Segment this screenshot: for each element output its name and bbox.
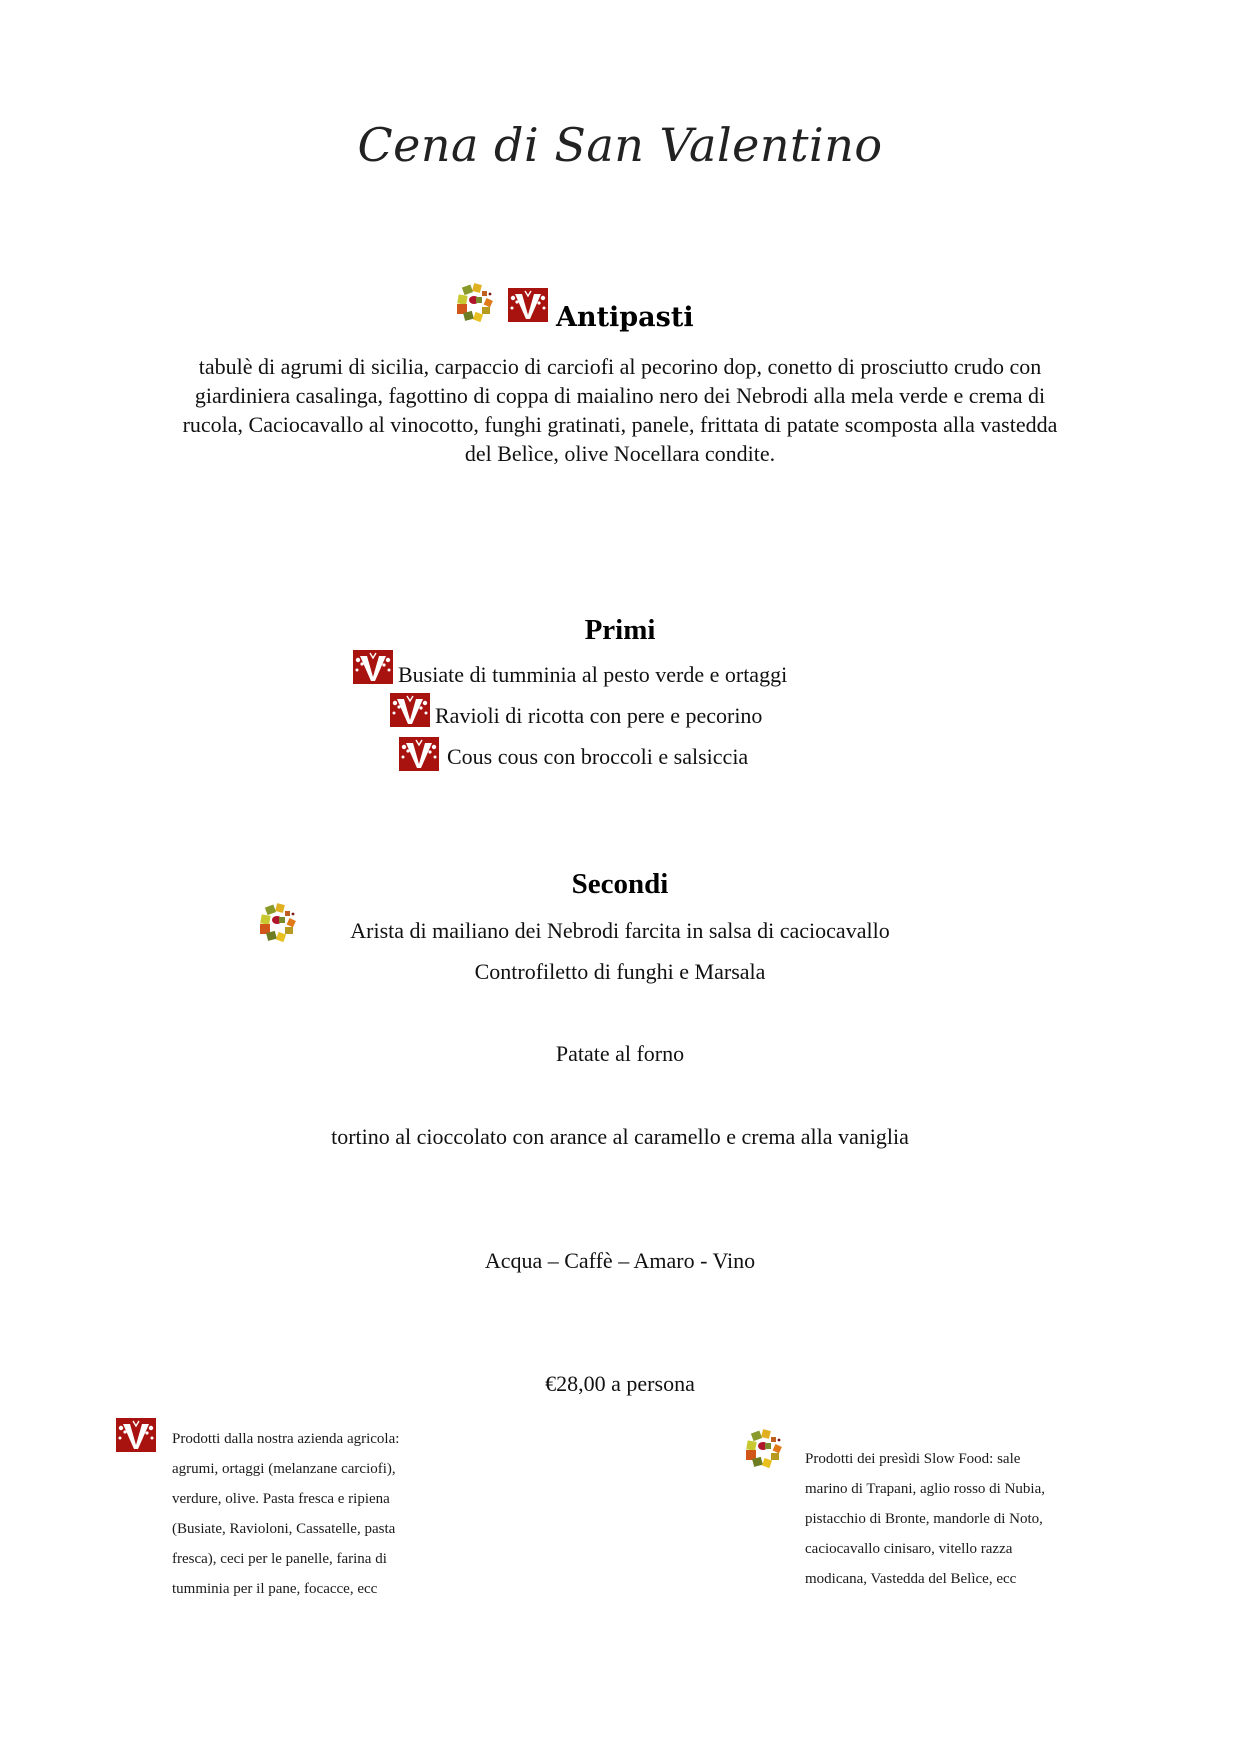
menu-title: Cena di San Valentino xyxy=(357,118,883,172)
antipasti-line: rucola, Caciocavallo al vinocotto, funghi gratinati, panele, frittata di patate scomposta alla vastedda xyxy=(182,412,1058,437)
farm-v-logo-icon xyxy=(399,737,439,771)
footnote-line: Prodotti dalla nostra azienda agricola: xyxy=(172,1431,400,1447)
footnote-line: (Busiate, Ravioloni, Cassatelle, pasta xyxy=(172,1521,396,1537)
primi-item: Busiate di tumminia al pesto verde e ortaggi xyxy=(398,662,788,687)
section-heading-primi: Primi xyxy=(584,614,656,646)
slow-food-presidio-icon xyxy=(744,1428,788,1468)
farm-v-logo-icon xyxy=(390,693,430,727)
primi-item: Cous cous con broccoli e salsiccia xyxy=(447,744,749,769)
section-heading-secondi: Secondi xyxy=(571,868,669,900)
antipasti-line: del Belìce, olive Nocellara condite. xyxy=(464,441,776,466)
primi-item: Ravioli di ricotta con pere e pecorino xyxy=(435,703,763,728)
bevande: Acqua – Caffè – Amaro - Vino xyxy=(484,1248,756,1273)
farm-v-logo-icon xyxy=(116,1418,156,1452)
footnote-line: verdure, olive. Pasta fresca e ripiena xyxy=(172,1491,390,1507)
footnote-slow-food xyxy=(805,1444,1045,1594)
dolce: tortino al cioccolato con arance al caramello e crema alla vaniglia xyxy=(331,1124,909,1149)
slow-food-presidio-icon xyxy=(455,282,499,322)
antipasti-description xyxy=(0,352,1240,468)
antipasti-line: giardiniera casalinga, fagottino di coppa di maialino nero dei Nebrodi alla mela verde e crema di xyxy=(194,383,1046,408)
section-heading-antipasti: Antipasti xyxy=(556,302,694,333)
footnote-line: modicana, Vastedda del Belìce, ecc xyxy=(805,1571,1017,1587)
footnote-line: fresca), ceci per le panelle, farina di xyxy=(172,1551,387,1567)
farm-v-logo-icon xyxy=(353,650,393,684)
contorno: Patate al forno xyxy=(555,1041,685,1066)
prezzo: €28,00 a persona xyxy=(545,1371,695,1396)
footnote-farm xyxy=(172,1424,399,1604)
footnote-line: Prodotti dei presìdi Slow Food: sale xyxy=(805,1451,1021,1467)
footnote-line: pistacchio di Bronte, mandorle di Noto, xyxy=(805,1511,1043,1527)
secondi-item: Controfiletto di funghi e Marsala xyxy=(474,959,766,984)
footnote-line: agrumi, ortaggi (melanzane carciofi), xyxy=(172,1461,396,1477)
footnote-line: marino di Trapani, aglio rosso di Nubia, xyxy=(805,1481,1045,1497)
footnote-line: caciocavallo cinisaro, vitello razza xyxy=(805,1541,1013,1557)
secondi-item: Arista di mailiano dei Nebrodi farcita in salsa di caciocavallo xyxy=(350,918,890,943)
antipasti-line: tabulè di agrumi di sicilia, carpaccio di carciofi al pecorino dop, conetto di prosciutto crudo con xyxy=(198,354,1042,379)
farm-v-logo-icon xyxy=(508,288,548,322)
footnote-line: tumminia per il pane, focacce, ecc xyxy=(172,1581,378,1597)
